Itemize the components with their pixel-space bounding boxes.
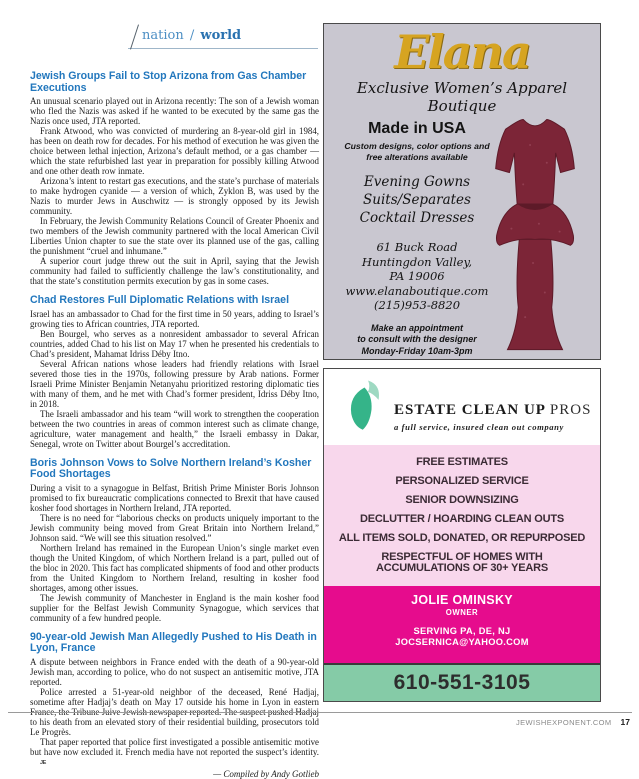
address-line: Huntingdon Valley, <box>361 254 473 269</box>
article-headline: 90-year-old Jewish Man Allegedly Pushed to His Death in Lyon, France <box>30 630 317 654</box>
custom-note-line: Custom designs, color options and <box>344 141 490 151</box>
article-chad <box>30 295 319 449</box>
article-paragraph: Police arrested a 51-year-old neighbor of the deceased, René Hadjaj, sometime after Hadjaj’s death on May 17 outside his home in Lyon in eastern France, the Tribune Juive Jewish newspaper reported. The suspect pushed Hadjaj to his death from an elevated story of their residential building, prosecutors told Le Progrès. <box>30 686 319 737</box>
website-text: www.elanaboutique.com <box>345 283 489 298</box>
service-item: Suits/Separates <box>363 192 471 208</box>
feature-item: ALL ITEMS SOLD, DONATED, OR REPURPOSED <box>338 531 586 544</box>
section-label-nation: nation <box>142 28 184 43</box>
estate-name-pros: PROS <box>549 402 592 418</box>
article-paragraph: A dispute between neighbors in France ended with the death of a 90-year-old Jewish man, according to police, who do not suspect an antisemitic motive, JTA reported. <box>30 656 319 687</box>
estate-name-main: ESTATE CLEAN UP <box>394 402 546 418</box>
footer-divider <box>8 712 632 713</box>
address-line: PA 19006 <box>389 269 445 283</box>
article-boris-johnson <box>30 458 319 623</box>
article-paragraph: Israel has an ambassador to Chad for the first time in 50 years, adding to Israel’s growing ties to African countries, JTA reported. <box>30 308 319 329</box>
service-item: Cocktail Dresses <box>359 210 475 226</box>
service-item: Evening Gowns <box>363 174 471 190</box>
elana-ad <box>323 23 601 360</box>
estate-subtitle: a full service, insured clean out company <box>394 422 564 432</box>
appointment-line: Monday-Friday 10am-3pm <box>361 345 473 356</box>
feature-item: RESPECTFUL OF HOMES WITH ACCUMULATIONS OF 30+ YEARS <box>376 550 548 574</box>
article-paragraph-text: That paper reported that police first investigated a possible antisemitic motive but have now excluded it. French media have not reported the suspect’s identity. <box>30 736 319 757</box>
appointment-line: to consult with the designer <box>357 334 477 344</box>
phone-number: 610-551-3105 <box>393 671 531 694</box>
section-label-world: world <box>200 28 242 43</box>
article-paragraph: There is no need for “laborious checks on products uniquely important to the Jewish community being moved from Great Britain into Northern Ireland,” Johnson said. “We will see this situation resolved.” <box>30 512 319 543</box>
article-paragraph: An unusual scenario played out in Arizona recently: The son of a Jewish woman who fled the Nazis was asked if he wanted to be executed by the same gas the Nazis once used, JTA reported. <box>30 96 319 126</box>
article-paragraph: Northern Ireland has remained in the European Union’s single market even though the United Kingdom, of which Northern Ireland is a part, pulled out of the bloc in 2020. This fact has complicated shipments of food and other products from the United Kingdom to Northern Ireland, resulting in kosher food shortages, among other issues. <box>30 542 319 593</box>
estate-owner-block <box>324 586 600 663</box>
estate-cleanup-ad <box>323 368 601 702</box>
page-number: 17 <box>620 717 630 727</box>
section-header <box>128 26 318 49</box>
article-paragraph: Frank Atwood, who was convicted of murdering an 8-year-old girl in 1984, has been on death row for decades. For his method of execution he was given the choice between lethal injection, Arizona’s default method, or a gas chamber — which the state refurbished last year in preparation for possibly killing Atwood and one other death row inmate. <box>30 126 319 176</box>
elana-brand-logo: Elana <box>394 25 530 79</box>
serving-areas: SERVING PA, DE, NJ <box>413 626 511 636</box>
email-text: JOCSERNICA@YAHOO.COM <box>395 637 529 647</box>
article-headline: Boris Johnson Vows to Solve Northern Ireland’s Kosher Food Shortages <box>30 456 312 480</box>
estate-phone-band <box>324 663 600 701</box>
feature-item: DECLUTTER / HOARDING CLEAN OUTS <box>359 512 565 525</box>
site-name: JEWISHEXPONENT.COM <box>515 718 612 727</box>
elana-tagline: Exclusive Women’s Apparel Boutique <box>356 79 568 115</box>
address-line: 61 Buck Road <box>376 240 458 254</box>
article-paragraph: In February, the Jewish Community Relations Council of Greater Phoenix and two members of the Jewish community partnered with the local American Civil Liberties Union chapter to sue the state over its planned use of the gas, calling the punishment “cruel and inhumane.” <box>30 216 319 256</box>
owner-title: OWNER <box>445 608 479 617</box>
made-in-usa-label: Made in USA <box>368 120 466 137</box>
custom-note-line: free alterations available <box>366 151 468 162</box>
page-footer <box>516 717 630 727</box>
article-paragraph: Arizona’s intent to restart gas executions, and the state’s purchase of materials to make hydrogen cyanide — a version of which, Zyklon B, was used by the Nazis to murder Jews in Auschwitz — is strongly opposed by its Jewish community. <box>30 176 319 216</box>
article-paragraph: The Jewish community of Manchester in England is the main kosher food supplier for the Belfast Jewish Community Synagogue, which services that community of a few hundred people. <box>30 592 319 623</box>
slash-decoration <box>130 24 139 49</box>
owner-name: JOLIE OMINSKY <box>411 593 513 607</box>
phone-text: (215)953-8820 <box>373 298 461 312</box>
feature-item: SENIOR DOWNSIZING <box>405 493 519 506</box>
section-label-separator: / <box>189 28 195 43</box>
feature-item: FREE ESTIMATES <box>416 455 508 468</box>
butterfly-icon <box>346 376 390 436</box>
article-headline: Chad Restores Full Diplomatic Relations with Israel <box>30 294 290 306</box>
compiled-byline: — Compiled by Andy Gotlieb <box>213 768 319 779</box>
estate-ad-header <box>324 369 600 445</box>
estate-features-list <box>324 445 600 586</box>
article-paragraph <box>30 737 319 768</box>
article-lyon <box>30 632 319 779</box>
article-paragraph: A superior court judge threw out the suit in April, saying that the Jewish community had failed to sufficiently challenge the law’s constitutionality, and that the state’s constitution permits execution by gas in some cases. <box>30 256 319 286</box>
estate-company-name <box>394 402 591 419</box>
article-paragraph: The Israeli ambassador and his team “will work to strengthen the cooperation between the two countries in areas of common interest such as climate change, agriculture, water management and health,” the Israeli embassy in Dakar, Senegal, wrote on Twitter about Bourgel’s accreditation. <box>30 408 319 449</box>
article-end-mark: JE <box>40 759 46 766</box>
article-arizona <box>30 71 319 286</box>
burgundy-dress-photo <box>476 114 594 358</box>
feature-item: PERSONALIZED SERVICE <box>395 474 529 487</box>
article-paragraph: Ben Bourgel, who serves as a nonresident ambassador to several African countries, added Chad to his list on May 17 when he presented his credentials to Chad’s president, Mahamat Idriss Déby Itno. <box>30 328 319 359</box>
article-paragraph: Several African nations whose leaders had friendly relations with Israel severed those ties in the 1970s, following pressure by Arab nations. Former Israeli Prime Minister Benjamin Netanyahu prioritized restoring diplomatic ties with many of them, and he met with Chad’s former president, Idriss Déby Itno, in 2018. <box>30 358 319 409</box>
article-headline: Jewish Groups Fail to Stop Arizona from Gas Chamber Executions <box>30 70 307 94</box>
articles-column <box>30 71 319 779</box>
article-paragraph: During a visit to a synagogue in Belfast, British Prime Minister Boris Johnson promised to fix bureaucratic complications connected to Brexit that have caused kosher food shortages in Northern Ireland, JTA reported. <box>30 482 319 513</box>
appointment-line: Make an appointment <box>370 322 463 333</box>
